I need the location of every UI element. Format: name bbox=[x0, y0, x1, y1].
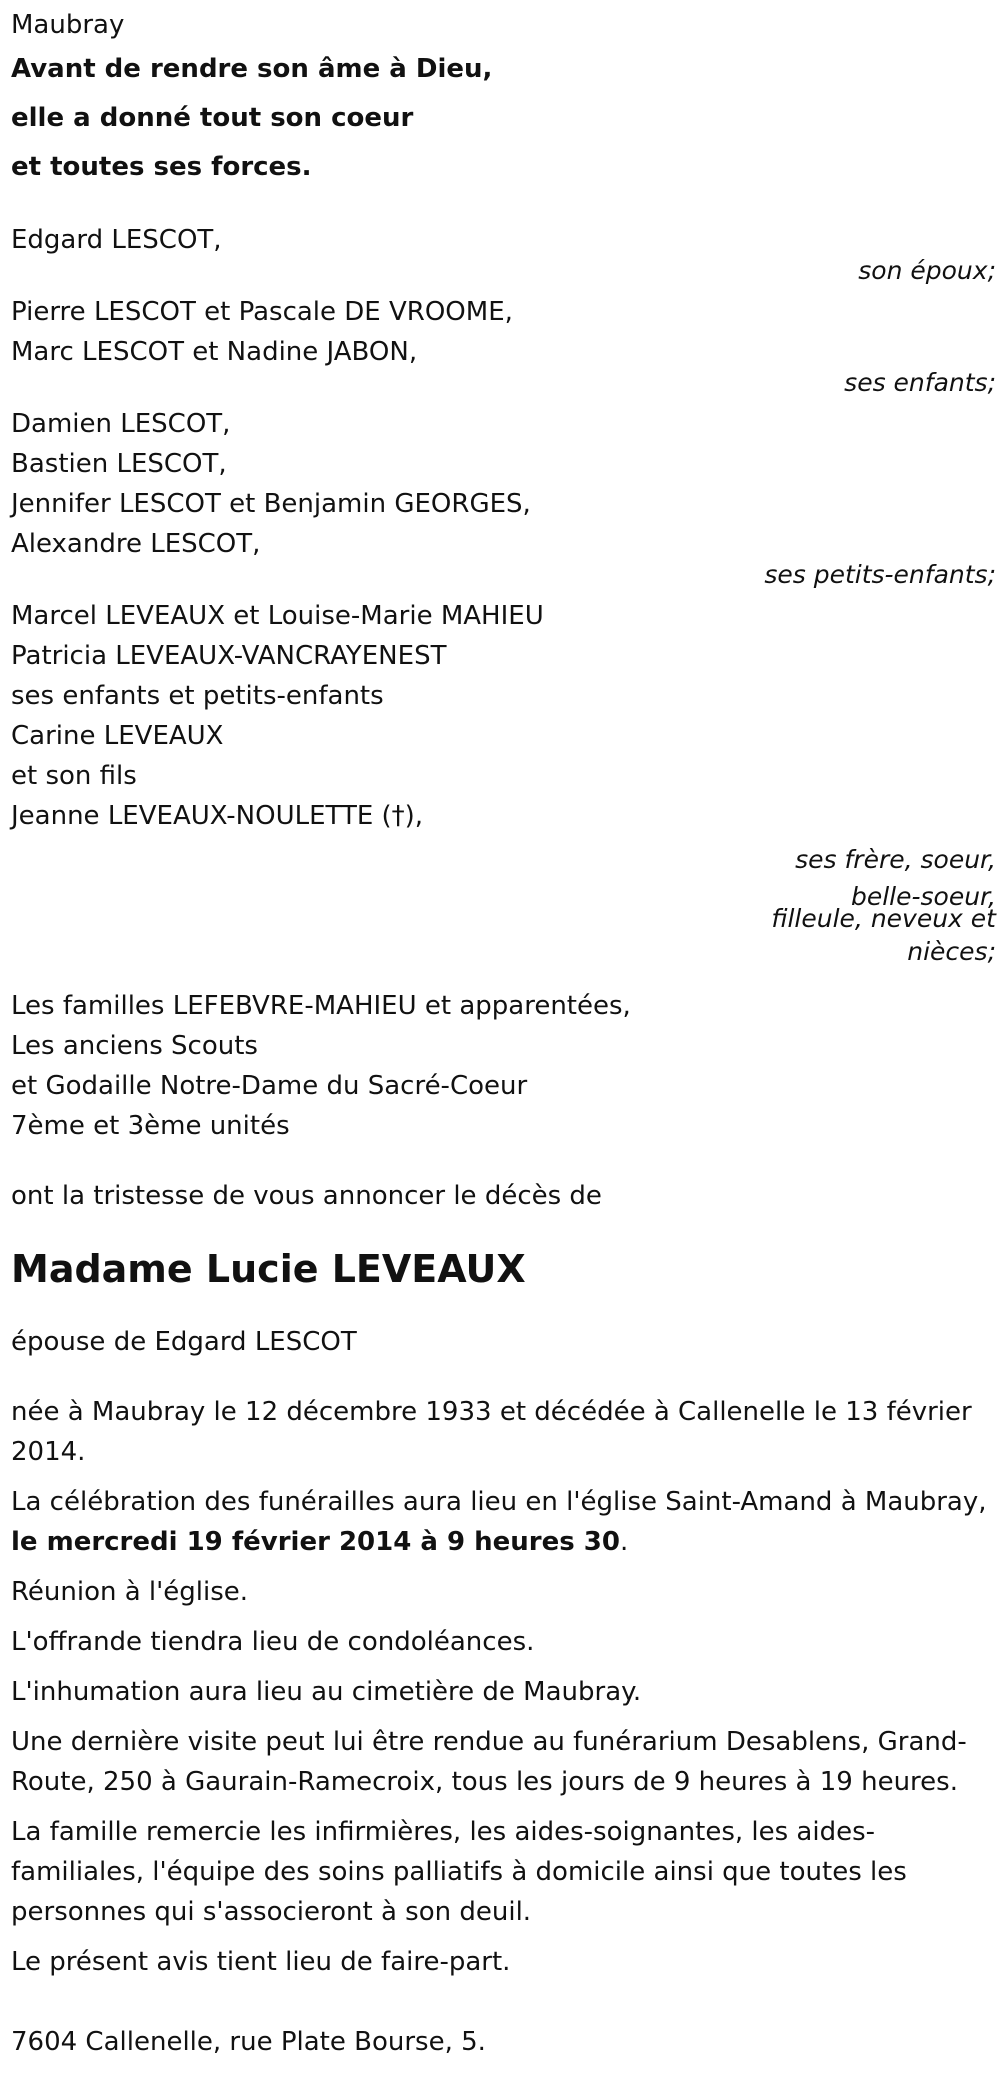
grandchildren-group bbox=[11, 404, 996, 589]
funeral-info bbox=[11, 1482, 996, 1562]
verse bbox=[11, 45, 996, 192]
birth-death-dates: née à Maubray le 12 décembre 1933 et décédée à Callenelle le 13 février 2014. bbox=[11, 1397, 972, 1467]
mourner-line: Les anciens Scouts bbox=[11, 1031, 258, 1061]
family-member: Edgard LESCOT, bbox=[11, 225, 222, 255]
verse-line: Avant de rendre son âme à Dieu, bbox=[11, 54, 493, 84]
family-member: Jennifer LESCOT et Benjamin GEORGES, bbox=[11, 489, 531, 519]
funeral-end: . bbox=[619, 1527, 629, 1557]
notice-text: Le présent avis tient lieu de faire-part. bbox=[11, 1947, 511, 1977]
family-address: 7604 Callenelle, rue Plate Bourse, 5. bbox=[11, 2027, 486, 2057]
relation-label: filleule, neveux et bbox=[771, 904, 996, 933]
relation-label: ses frère, soeur, bbox=[795, 845, 996, 874]
verse-line: elle a donné tout son coeur bbox=[11, 103, 414, 133]
visit-info: Une dernière visite peut lui être rendue au funérarium Desablens, Grand-Route, 250 à Gaurain-Ramecroix, tous les jours de 9 heures à 19 heures. bbox=[11, 1727, 967, 1797]
siblings-group bbox=[11, 596, 996, 968]
family-member: Jeanne LEVEAUX-NOULETTE (†), bbox=[11, 801, 424, 831]
announcement-text: ont la tristesse de vous annoncer le décès de bbox=[11, 1181, 602, 1211]
obituary-notice bbox=[11, 0, 996, 2062]
thanks-text: La famille remercie les infirmières, les aides-soignantes, les aides-familiales, l'équipe des soins palliatifs à domicile ainsi que toutes les personnes qui s'associeront à son deuil. bbox=[11, 1817, 907, 1927]
other-mourners bbox=[11, 986, 996, 1146]
family-member: Marcel LEVEAUX et Louise-Marie MAHIEU bbox=[11, 601, 544, 631]
family-member: Pierre LESCOT et Pascale DE VROOME, bbox=[11, 297, 513, 327]
family-member: Alexandre LESCOT, bbox=[11, 529, 261, 559]
funeral-date: le mercredi 19 février 2014 à 9 heures 30 bbox=[11, 1527, 620, 1557]
relation-label: ses enfants; bbox=[844, 368, 996, 397]
family-member: Marc LESCOT et Nadine JABON, bbox=[11, 337, 418, 367]
meeting-info: Réunion à l'église. bbox=[11, 1577, 249, 1607]
family-member: et son fils bbox=[11, 761, 137, 791]
burial-info: L'inhumation aura lieu au cimetière de Maubray. bbox=[11, 1677, 642, 1707]
spouse-group bbox=[11, 220, 996, 285]
family-member: Patricia LEVEAUX-VANCRAYENEST bbox=[11, 641, 447, 671]
verse-line: et toutes ses forces. bbox=[11, 152, 312, 182]
deceased-spouse-line: épouse de Edgard LESCOT bbox=[11, 1327, 357, 1357]
place-name: Maubray bbox=[11, 10, 125, 40]
family-member: Bastien LESCOT, bbox=[11, 449, 227, 479]
relation-label: son époux; bbox=[858, 256, 996, 285]
funeral-intro: La célébration des funérailles aura lieu en l'église Saint-Amand à Maubray, bbox=[11, 1487, 987, 1517]
children-group bbox=[11, 292, 996, 397]
mourner-line: Les familles LEFEBVRE-MAHIEU et apparentées, bbox=[11, 991, 631, 1021]
family-member: ses enfants et petits-enfants bbox=[11, 681, 384, 711]
offering-info: L'offrande tiendra lieu de condoléances. bbox=[11, 1627, 535, 1657]
family-member: Carine LEVEAUX bbox=[11, 721, 224, 751]
mourner-line: et Godaille Notre-Dame du Sacré-Coeur bbox=[11, 1071, 528, 1101]
relation-label: ses petits-enfants; bbox=[764, 560, 996, 589]
deceased-name: Madame Lucie LEVEAUX bbox=[11, 1247, 526, 1291]
relation-label: nièces; bbox=[907, 937, 996, 966]
mourner-line: 7ème et 3ème unités bbox=[11, 1111, 290, 1141]
relation-label: belle-soeur, bbox=[850, 882, 996, 911]
family-member: Damien LESCOT, bbox=[11, 409, 231, 439]
